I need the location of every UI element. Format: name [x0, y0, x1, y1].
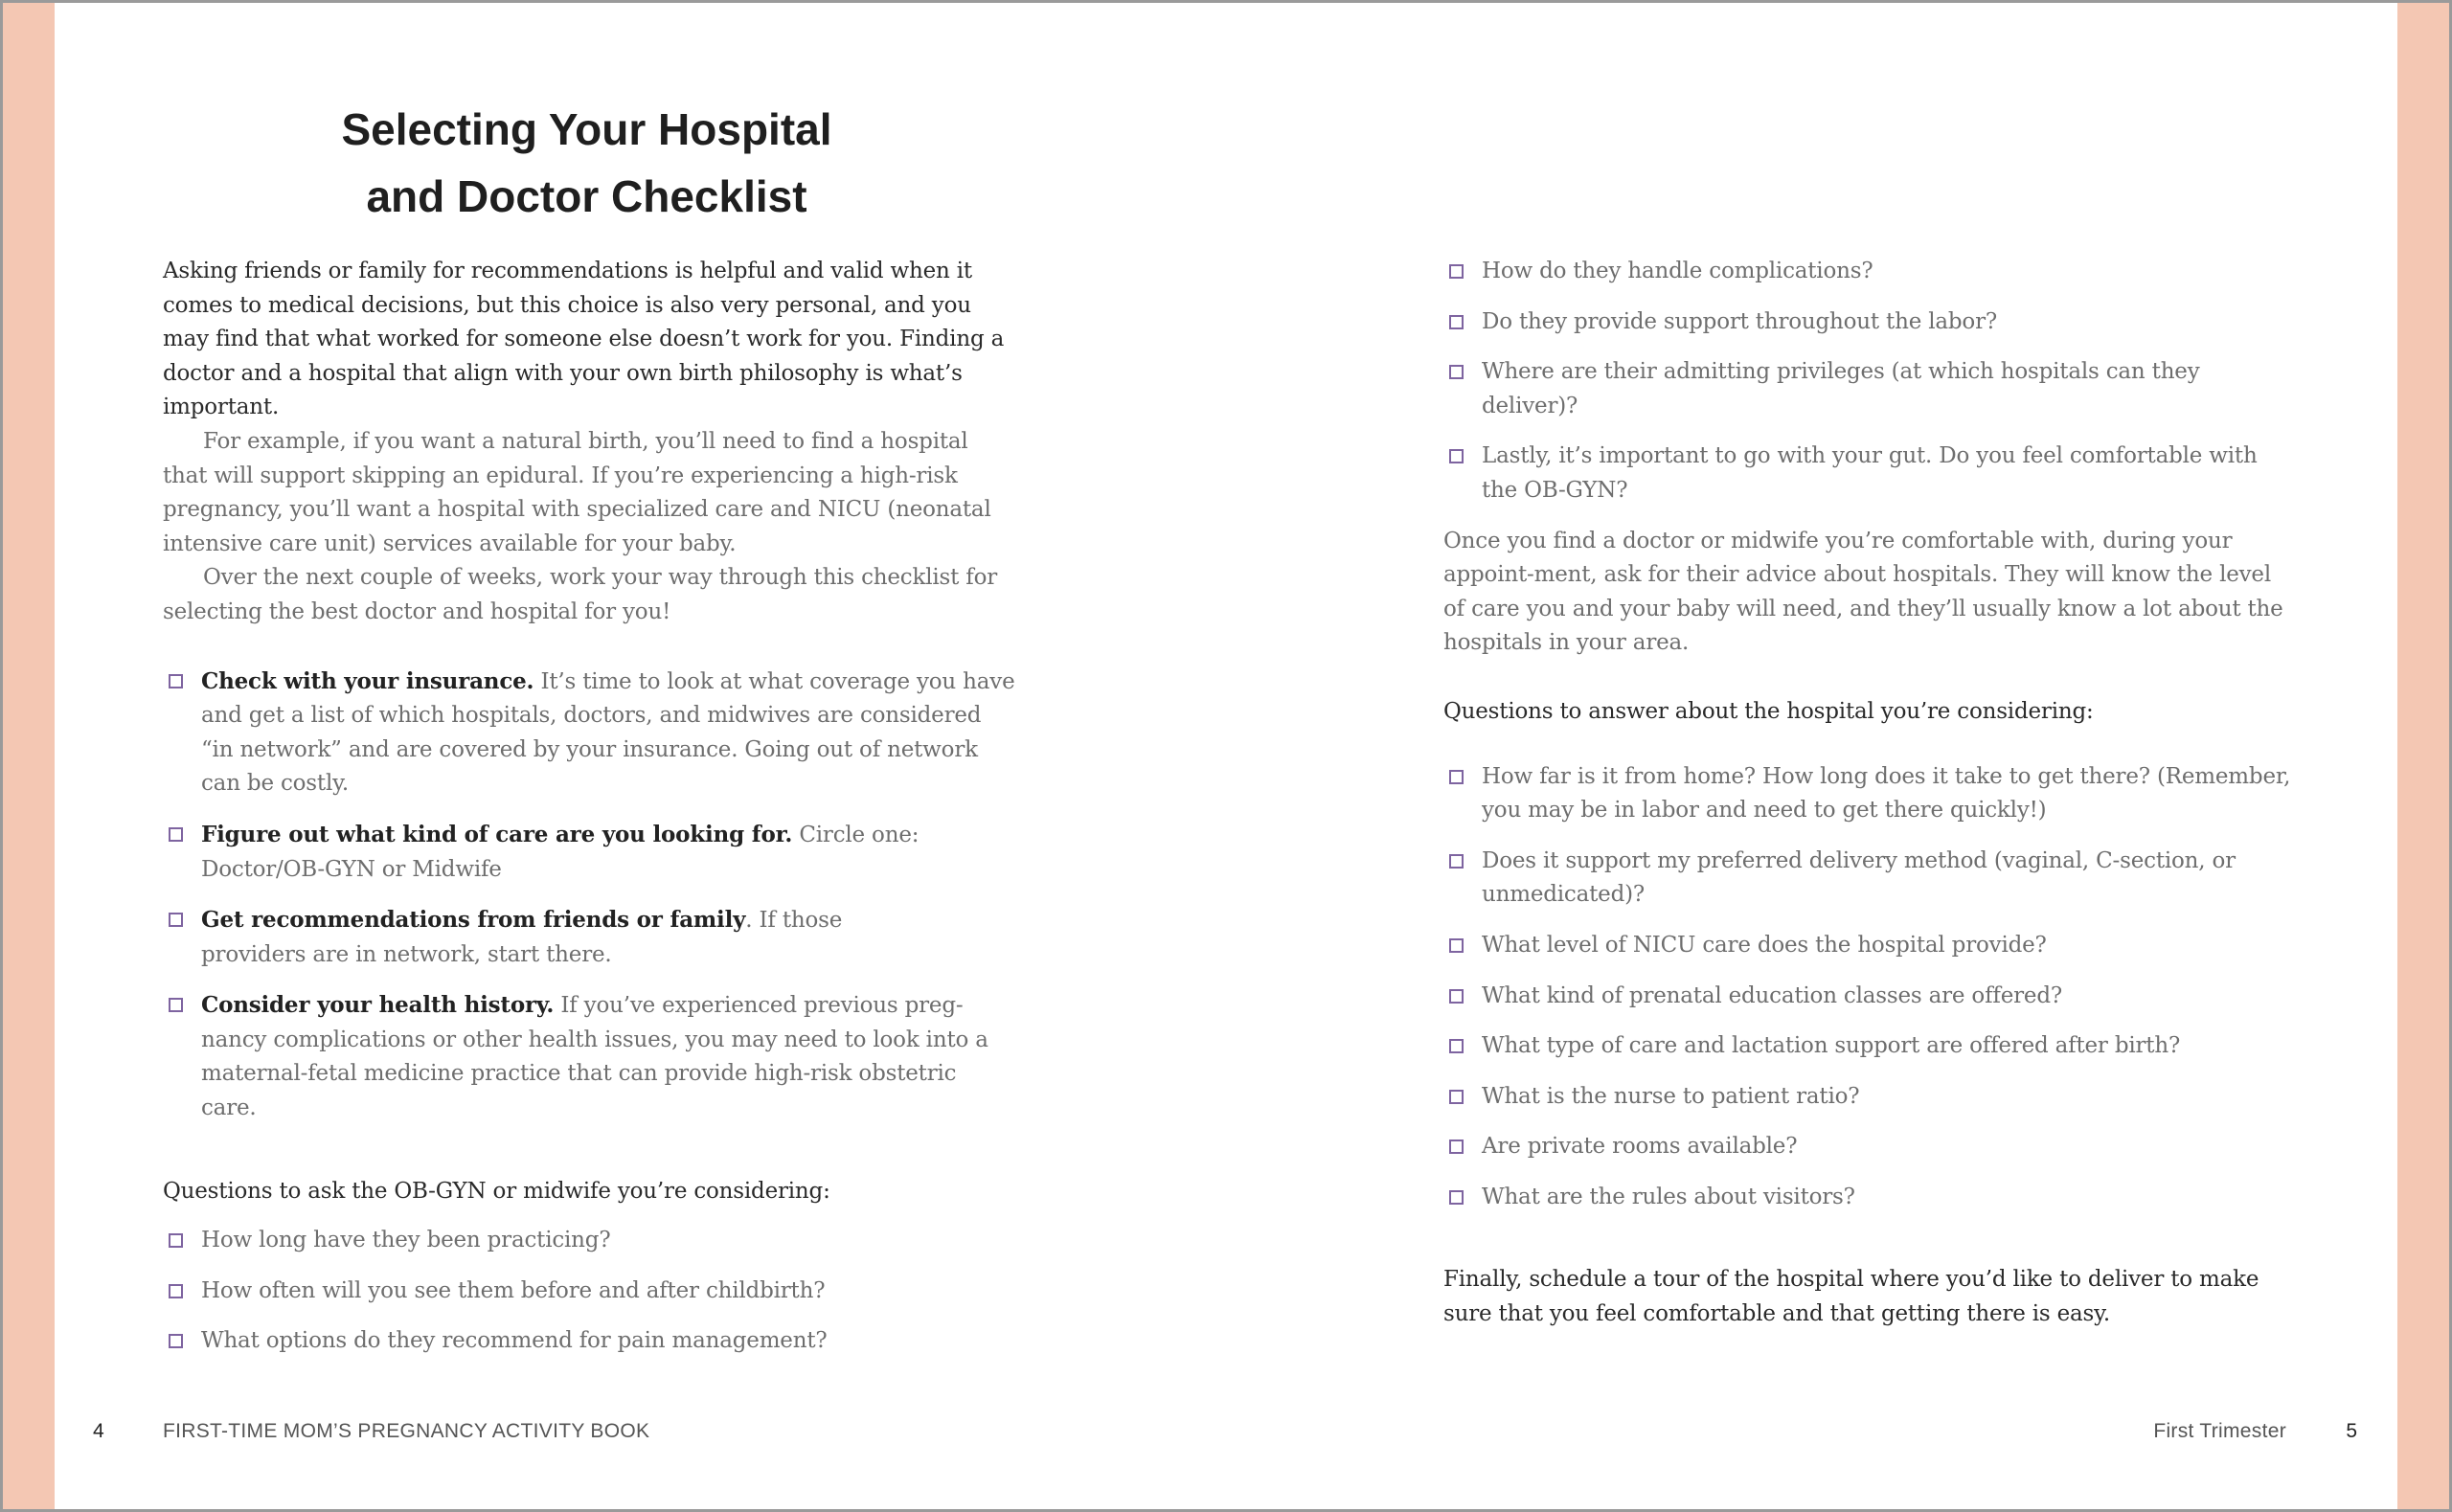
- checklist-item-hospital: [1443, 980, 2296, 1014]
- checkbox-icon[interactable]: [1449, 854, 1464, 869]
- checkbox-icon[interactable]: [1449, 1140, 1464, 1154]
- question-text: What are the rules about visitors?: [1482, 1184, 1855, 1209]
- checklist-item-hospital: [1443, 1029, 2296, 1064]
- step-bold: Consider your health history.: [201, 992, 555, 1019]
- step-text: If you’ve experienced previous preg-nancy complications or other health issues, you may need to look into a maternal-fetal medicine practice that can provide high-risk obstetric care.: [201, 993, 988, 1121]
- question-text: What is the nurse to patient ratio?: [1482, 1083, 1860, 1109]
- intro-paragraph-3: Over the next couple of weeks, work your way through this checklist for selecting the best doctor and hospital for you!: [163, 565, 998, 624]
- intro-paragraph-2: For example, if you want a natural birth, you’ll need to find a hospital that will support skipping an epidural. If you’re experiencing a high-risk pregnancy, you’ll want a hospital with specialized care and NICU (neonatal intensive care unit) services available for your baby.: [163, 428, 991, 556]
- checklist-item-hospital: [1443, 760, 2296, 828]
- checklist-item-insurance: [163, 665, 1015, 801]
- checklist-item-hospital: [1443, 1181, 2296, 1215]
- checklist-item-recommendations: [163, 903, 1015, 972]
- checkbox-icon[interactable]: [169, 1284, 183, 1298]
- question-text: How far is it from home? How long does it take to get there? (Remember, you may be in labor and need to get there quickly!): [1482, 763, 2291, 824]
- checkbox-icon[interactable]: [1449, 989, 1464, 1004]
- closing-paragraph: Finally, schedule a tour of the hospital where you’d like to deliver to make sure that you feel comfortable and that getting there is easy.: [1443, 1267, 2259, 1327]
- checklist-item-question: [163, 1275, 1015, 1309]
- title-line-1: Selecting Your Hospital: [341, 104, 832, 154]
- checklist-item-question: [163, 1224, 1015, 1258]
- obgyn-questions-heading: Questions to ask the OB-GYN or midwife you’re considering:: [163, 1178, 830, 1204]
- question-text: What type of care and lactation support are offered after birth?: [1482, 1033, 2181, 1059]
- checklist-item-care-type: [163, 818, 1015, 887]
- checkbox-icon[interactable]: [169, 1334, 183, 1348]
- checklist-item-hospital: [1443, 1130, 2296, 1164]
- advice-paragraph: Once you find a doctor or midwife you’re comfortable with, during your appoint-ment, ask for their advice about hospitals. They will know the level of care you and your baby will need, and they’ll usually know a lot about the hospitals in your area.: [1443, 528, 2283, 656]
- checklist-item-question: [1443, 440, 2296, 508]
- title-line-2: and Doctor Checklist: [366, 171, 807, 221]
- question-text: How often will you see them before and after childbirth?: [201, 1277, 826, 1303]
- step-text: . If those providers are in network, start there.: [201, 908, 843, 967]
- checklist-item-question: [1443, 355, 2296, 423]
- checklist-item-health-history: [163, 988, 1015, 1125]
- checkbox-icon[interactable]: [169, 998, 183, 1012]
- checklist-item-question: [1443, 305, 2296, 340]
- checkbox-icon[interactable]: [1449, 1039, 1464, 1053]
- checkbox-icon[interactable]: [169, 1233, 183, 1248]
- checkbox-icon[interactable]: [1449, 1090, 1464, 1104]
- question-text: What level of NICU care does the hospital provide?: [1482, 932, 2047, 958]
- step-bold: Figure out what kind of care are you looking for.: [201, 821, 793, 847]
- checkbox-icon[interactable]: [1449, 315, 1464, 329]
- question-text: Are private rooms available?: [1482, 1134, 1798, 1160]
- question-text: How long have they been practicing?: [201, 1228, 611, 1253]
- checkbox-icon[interactable]: [169, 913, 183, 927]
- checkbox-icon[interactable]: [1449, 1190, 1464, 1205]
- question-text: Lastly, it’s important to go with your gut. Do you feel comfortable with the OB-GYN?: [1482, 443, 2258, 503]
- checklist-item-hospital: [1443, 845, 2296, 913]
- checklist-item-question: [163, 1324, 1015, 1359]
- checkbox-icon[interactable]: [1449, 365, 1464, 379]
- question-text: What kind of prenatal education classes are offered?: [1482, 982, 2062, 1008]
- checkbox-icon[interactable]: [1449, 449, 1464, 463]
- checkbox-icon[interactable]: [1449, 770, 1464, 784]
- book-spread: [3, 3, 2449, 1509]
- question-text: How do they handle complications?: [1482, 259, 1873, 283]
- step-text: It’s time to look at what coverage you have and get a list of which hospitals, doctors, and midwives are considered “in network” and are covered by your insurance. Going out of network can be costly.: [201, 668, 1015, 797]
- question-text: Does it support my preferred delivery method (vaginal, C-section, or unmedicated)?: [1482, 847, 2236, 908]
- step-text: Circle one: Doctor/OB-GYN or Midwife: [201, 822, 920, 882]
- checkbox-icon[interactable]: [1449, 264, 1464, 279]
- page-edge-right: [2397, 3, 2449, 1509]
- question-text: Where are their admitting privileges (at which hospitals can they deliver)?: [1482, 359, 2200, 418]
- running-footer-book-title: FIRST-TIME MOM’S PREGNANCY ACTIVITY BOOK: [163, 1420, 650, 1442]
- page-title: [163, 96, 1010, 230]
- checklist-item-hospital: [1443, 1080, 2296, 1115]
- question-text: Do they provide support throughout the labor?: [1482, 308, 1997, 334]
- checkbox-icon[interactable]: [1449, 938, 1464, 953]
- checklist-item-question: [1443, 255, 2296, 289]
- checkbox-icon[interactable]: [169, 674, 183, 688]
- right-content: [1443, 255, 2296, 1332]
- intro-section: [163, 255, 1015, 1375]
- page-number-left: 4: [93, 1420, 104, 1442]
- page-edge-left: [3, 3, 55, 1509]
- hospital-questions-heading: Questions to answer about the hospital you’re considering:: [1443, 698, 2094, 724]
- checkbox-icon[interactable]: [169, 827, 183, 842]
- running-footer-section: First Trimester: [2153, 1420, 2286, 1442]
- left-page: [163, 3, 1015, 1509]
- question-text: What options do they recommend for pain management?: [201, 1328, 828, 1354]
- step-bold: Check with your insurance.: [201, 667, 534, 694]
- page-number-right: 5: [2346, 1420, 2357, 1442]
- step-bold: Get recommendations from friends or family: [201, 907, 746, 934]
- intro-paragraph-1: Asking friends or family for recommendations is helpful and valid when it comes to medical decisions, but this choice is also very personal, and you may find that what worked for someone else doesn’t work for you. Finding a doctor and a hospital that align with your own birth philosophy is what’s important.: [163, 259, 1005, 420]
- checklist-item-hospital: [1443, 929, 2296, 963]
- right-page: [1443, 3, 2296, 1509]
